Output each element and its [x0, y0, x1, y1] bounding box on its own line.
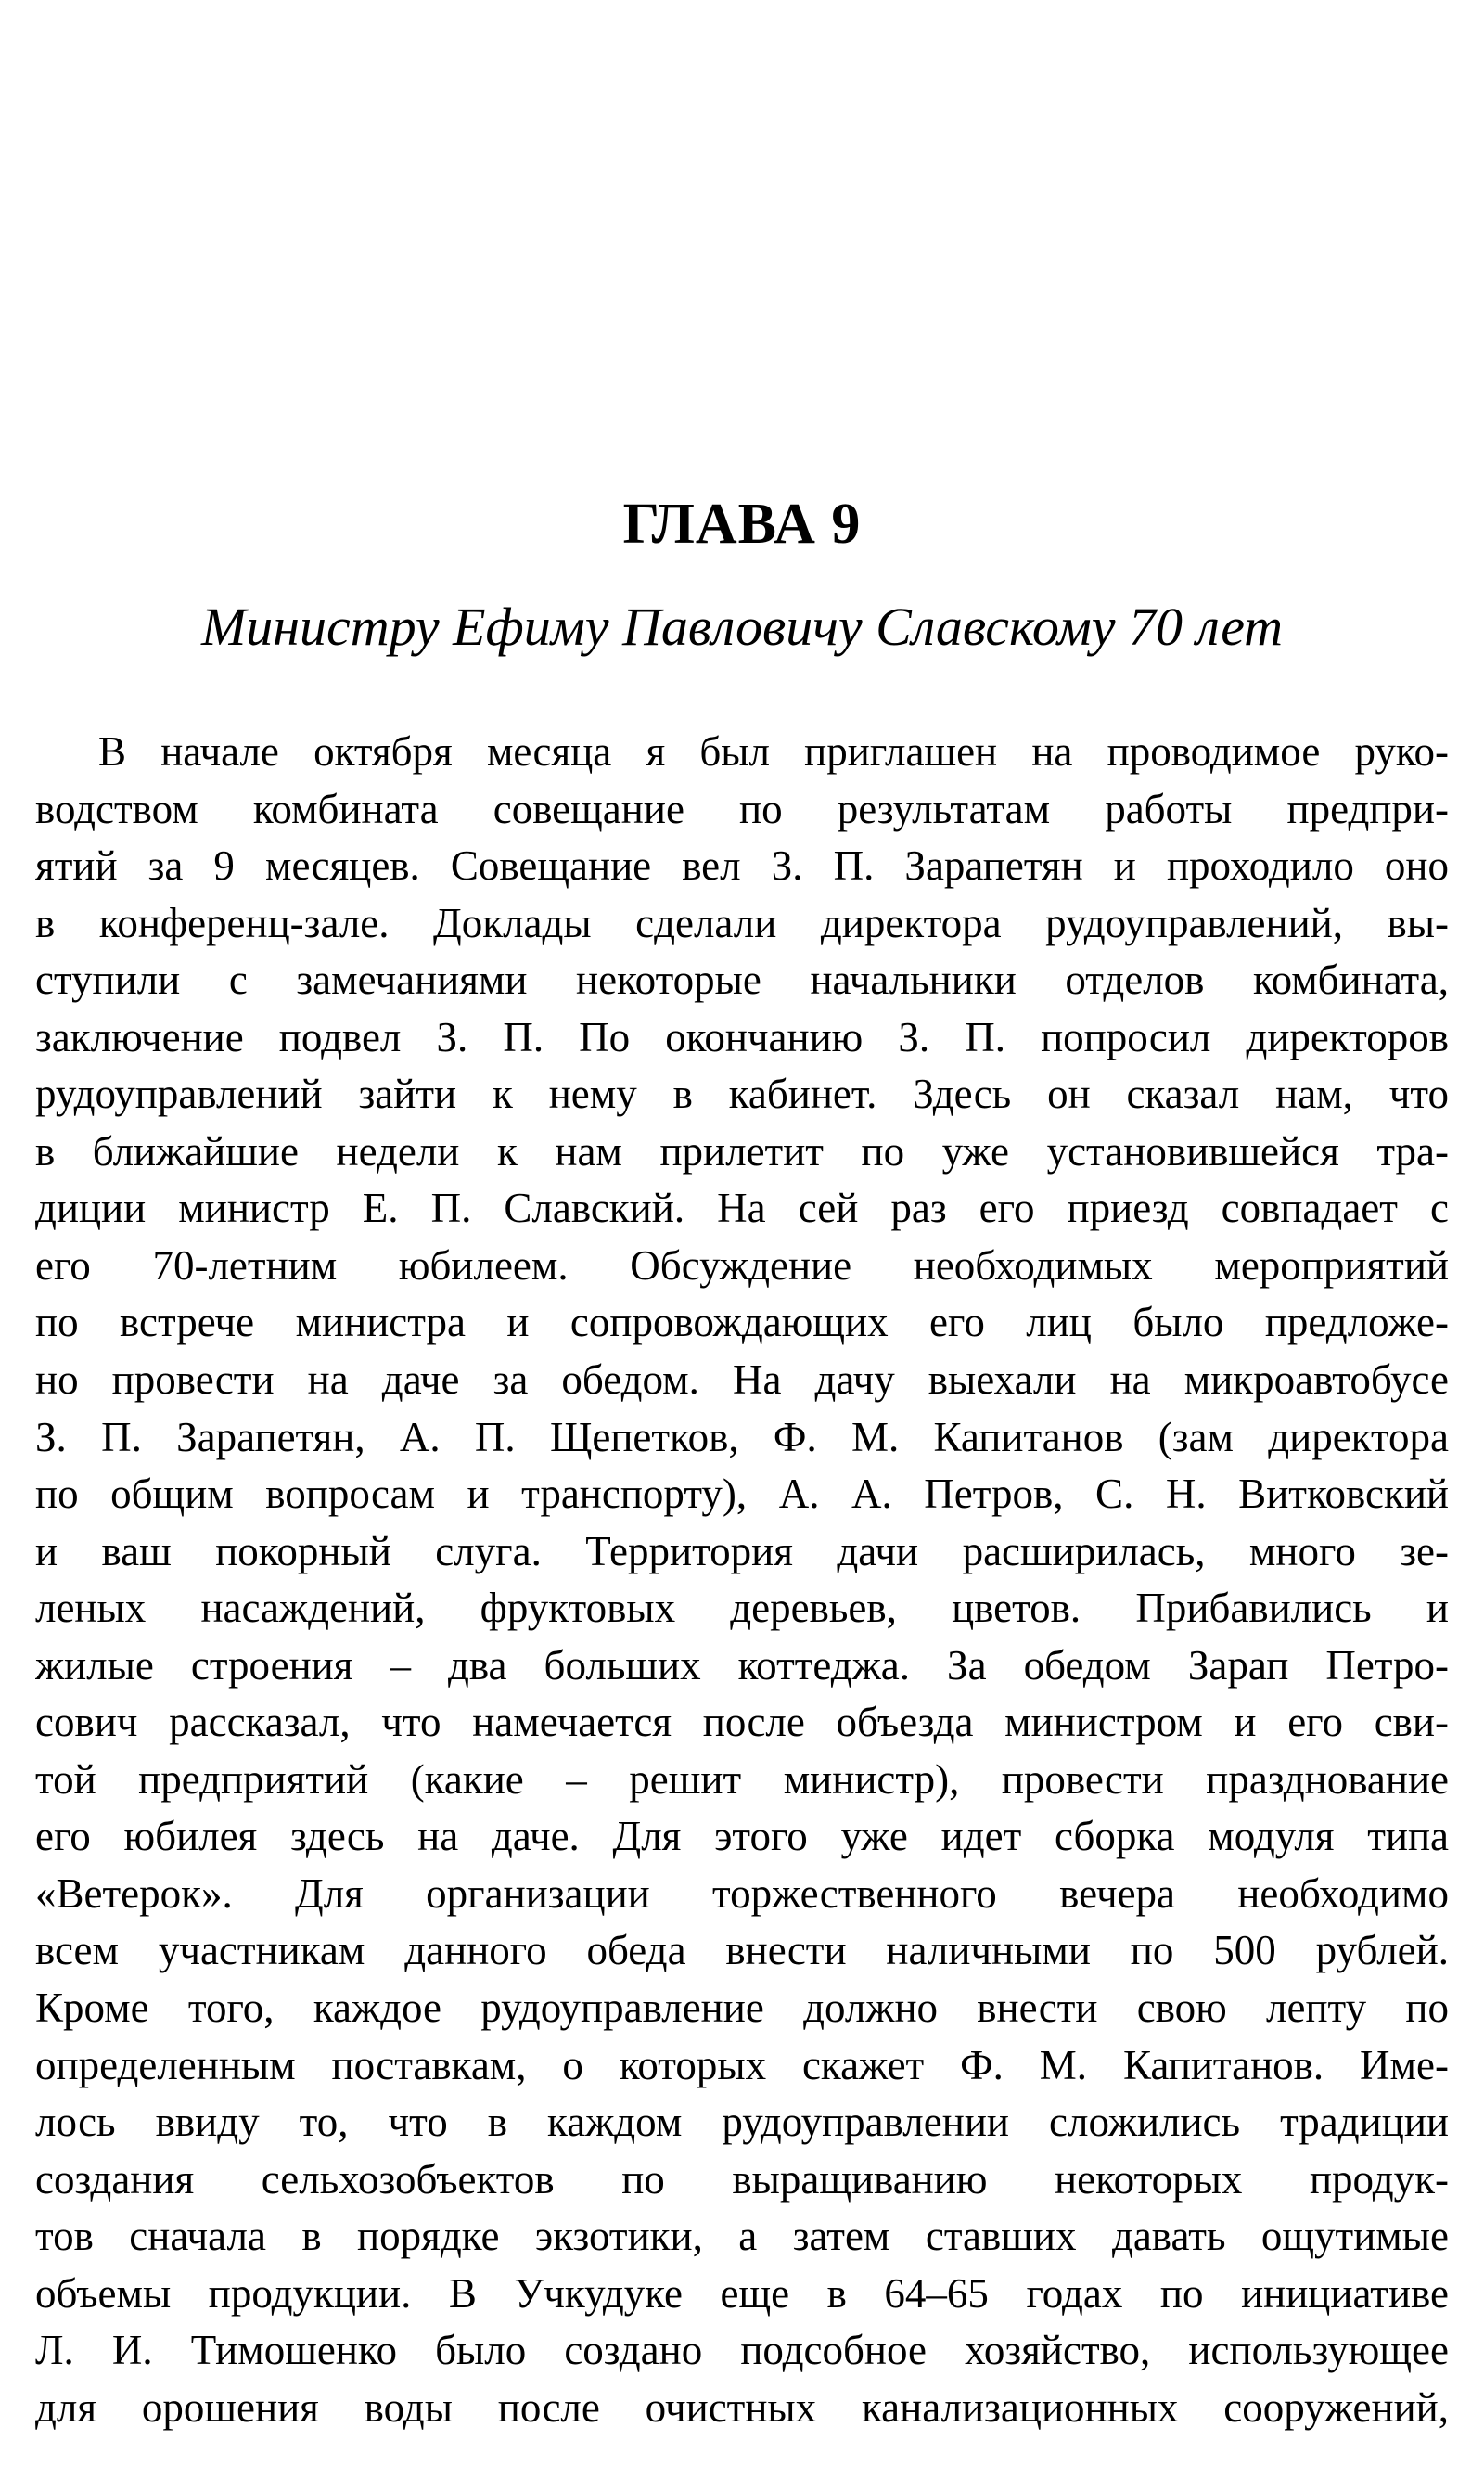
- text-line: ступили с замечаниями некоторые начальники отделов комбината,: [35, 957, 1449, 1004]
- chapter-subtitle: Министру Ефиму Павловичу Славскому 70 лет: [200, 597, 1284, 657]
- body-text: [35, 724, 1449, 2436]
- text-line: сович рассказал, что намечается после объезда министром и его сви-: [35, 1699, 1449, 1746]
- text-line: создания сельхозобъектов по выращиванию некоторых продук-: [35, 2155, 1449, 2203]
- text-line: рудоуправлений зайти к нему в кабинет. Здесь он сказал нам, что: [35, 1071, 1449, 1118]
- text-line: по встрече министра и сопровождающих его лиц было предложе-: [35, 1299, 1449, 1346]
- text-line: объемы продукции. В Учкудуке еще в 64–65 годах по инициативе: [35, 2269, 1449, 2317]
- text-line: тов сначала в порядке экзотики, а затем ставших давать ощутимые: [35, 2213, 1449, 2260]
- text-line: заключение подвел З. П. По окончанию З. П. попросил директоров: [35, 1013, 1449, 1060]
- text-line: Л. И. Тимошенко было создано подсобное хозяйство, использующее: [35, 2327, 1449, 2374]
- text-line: Кроме того, каждое рудоуправление должно внести свою лепту по: [35, 1984, 1449, 2032]
- text-line: его 70-летним юбилеем. Обсуждение необходимых мероприятий: [35, 1241, 1449, 1289]
- text-line: его юбилея здесь на даче. Для этого уже идет сборка модуля типа: [35, 1813, 1449, 1860]
- text-line: для орошения воды после очистных канализационных сооружений,: [35, 2383, 1449, 2431]
- text-line: но провести на даче за обедом. На дачу выехали на микроавтобусе: [35, 1356, 1449, 1404]
- text-line: лось ввиду то, что в каждом рудоуправлении сложились традиции: [35, 2099, 1449, 2146]
- text-line: «Ветерок». Для организации торжественного вечера необходимо: [35, 1869, 1449, 1917]
- text-line: леных насаждений, фруктовых деревьев, цветов. Прибавились и: [35, 1585, 1449, 1632]
- text-line: в ближайшие недели к нам прилетит по уже установившейся тра-: [35, 1127, 1449, 1175]
- text-line: В начале октября месяца я был приглашен на проводимое руко-: [98, 728, 1449, 775]
- text-line: диции министр Е. П. Славский. На сей раз его приезд совпадает с: [35, 1185, 1449, 1232]
- chapter-title: ГЛАВА 9: [622, 493, 862, 556]
- text-line: по общим вопросам и транспорту), А. А. Петров, С. Н. Витковский: [35, 1471, 1449, 1518]
- text-line: водством комбината совещание по результатам работы предпри-: [35, 785, 1449, 832]
- text-line: определенным поставкам, о которых скажет Ф. М. Капитанов. Име-: [35, 2041, 1449, 2088]
- text-line: в конференц-зале. Доклады сделали директора рудоуправлений, вы-: [35, 899, 1449, 946]
- text-line: жилые строения – два больших коттеджа. За обедом Зарап Петро-: [35, 1641, 1449, 1689]
- text-line: и ваш покорный слуга. Территория дачи расширилась, много зе-: [35, 1527, 1449, 1574]
- text-line: З. П. Зарапетян, А. П. Щепетков, Ф. М. Капитанов (зам директора: [35, 1413, 1449, 1460]
- text-line: той предприятий (какие – решит министр), провести празднование: [35, 1755, 1449, 1803]
- text-line: всем участникам данного обеда внести наличными по 500 рублей.: [35, 1927, 1449, 1974]
- text-line: ятий за 9 месяцев. Совещание вел З. П. Зарапетян и проходило оно: [35, 842, 1449, 890]
